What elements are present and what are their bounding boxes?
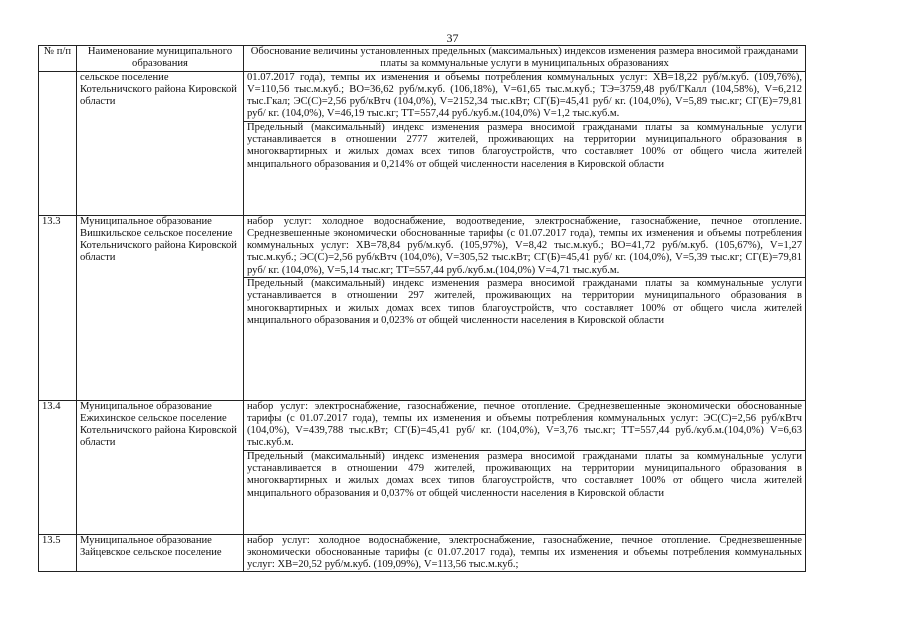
- basis-cell: [244, 71, 806, 215]
- index-paragraph: Предельный (максимальный) индекс изменения размера вносимой гражданами платы за коммунальные услуги устанавливается в отношении 297 жителей, проживающих на территории муниципального образования в многоквартирных и жилых домах всех типов благоустройств, что составляет 100% от общего числа жителей мнципального образования и 0,023% от общей численности населения в Кировской области: [247, 278, 802, 326]
- table-row: [39, 215, 806, 400]
- row-number: [39, 71, 77, 215]
- tariff-table: [38, 45, 806, 572]
- basis-cell: [244, 534, 806, 572]
- row-number: 13.5: [39, 534, 77, 572]
- table-header-row: [39, 46, 806, 72]
- municipality-name: Муниципальное образование Ежихинское сельское поселение Котельничского района Кировской области: [77, 400, 244, 534]
- tariff-paragraph: 01.07.2017 года), темпы их изменения и объемы потребления коммунальных услуг: ХВ=18,22 руб/м.куб. (109,76%), V=110,56 тыс.м.куб.; ВО=36,62 руб/м.куб. (106,18%), V=61,65 тыс.м.куб.; ТЭ=3759,48 руб/ГКалл (104,58%), V=6,212 тыс.Гкал; ЭС(С)=2,56 руб/кВтч (104,0%), V=2152,34 тыс.кВт; СГ(Б)=45,41 руб/ кг. (104,0%), V=5,89 тыс.кг; СГ(Е)=79,81 руб/ кг. (104,0%), V=46,19 тыс.кг; ТТ=557,44 руб./куб.м.(104,0%) V=1,2 тыс.куб.м.: [247, 71, 802, 120]
- municipality-name: Муниципальное образование Зайцевское сельское поселение: [77, 534, 244, 572]
- table-row: [39, 534, 806, 572]
- municipality-name: сельское поселение Котельничского района Кировской области: [77, 71, 244, 215]
- index-paragraph: Предельный (максимальный) индекс изменения размера вносимой гражданами платы за коммунальные услуги устанавливается в отношении 479 жителей, проживающих на территории муниципального образования в многоквартирных и жилых домах всех типов благоустройств, что составляет 100% от общего числа жителей мнципального образования и 0,037% от общей численности населения в Кировской области: [247, 450, 802, 499]
- header-name: Наименование муниципального образования: [77, 46, 244, 72]
- header-basis: Обоснование величины установленных предельных (максимальных) индексов изменения размера вносимой гражданами платы за коммунальные услуги в муниципальных образованиях: [244, 46, 806, 72]
- row-number: 13.3: [39, 215, 77, 400]
- header-num: № п/п: [39, 46, 77, 72]
- table-row: [39, 71, 806, 215]
- municipality-name: Муниципальное образование Вишкильское сельское поселение Котельничского района Кировской области: [77, 215, 244, 400]
- basis-cell: [244, 400, 806, 534]
- tariff-paragraph: набор услуг: электроснабжение, газоснабжение, печное отопление. Среднезвешенные экономически обоснованные тарифы (с 01.07.2017 года), темпы их изменения и объемы потребления коммунальных услуг: ЭС(С)=2,56 руб/кВтч (104,0%), V=439,788 тыс.кВт; СГ(Б)=45,41 руб/ кг. (104,0%), V=3,76 тыс.кг; ТТ=557,44 руб./куб.м.(104,0%) V=6,63 тыс.куб.м.: [247, 400, 802, 449]
- index-paragraph: Предельный (максимальный) индекс изменения размера вносимой гражданами платы за коммунальные услуги устанавливается в отношении 2777 жителей, проживающих на территории муниципального образования в многоквартирных и жилых домах всех типов благоустройств, что составляет 100% от общего числа жителей мнципального образования и 0,214% от общей численности населения в Кировской области: [247, 121, 802, 170]
- tariff-paragraph: набор услуг: холодное водоснабжение, электроснабжение, газоснабжение, печное отопление. Среднезвешенные экономически обоснованные тарифы (с 01.07.2017 года), темпы их изменения и объемы потребления коммунальных услуг: ХВ=20,52 руб/м.куб. (109,09%), V=113,56 тыс.м.куб.;: [247, 534, 802, 571]
- tariff-paragraph: набор услуг: холодное водоснабжение, водоотведение, электроснабжение, газоснабжение, печное отопление. Среднезвешенные экономически обоснованные тарифы (с 01.07.2017 года), темпы их изменения и объемы потребления коммунальных услуг: ХВ=78,84 руб/м.куб. (105,97%), V=8,42 тыс.м.куб.; ВО=41,72 руб/м.куб. (105,67%), V=1,27 тыс.м.куб.; ЭС(С)=2,56 руб/кВтч (104,0%), V=305,52 тыс.кВт; СГ(Б)=45,41 руб/ кг. (104,0%), V=5,39 тыс.кг; СГ(Е)=79,81 руб/ кг. (104,0%), V=5,14 тыс.кг; ТТ=557,44 руб./куб.м.(104,0%) V=4,71 тыс.куб.м.: [247, 215, 802, 276]
- row-number: 13.4: [39, 400, 77, 534]
- table-row: [39, 400, 806, 534]
- page-number: 37: [446, 31, 459, 45]
- basis-cell: [244, 215, 806, 400]
